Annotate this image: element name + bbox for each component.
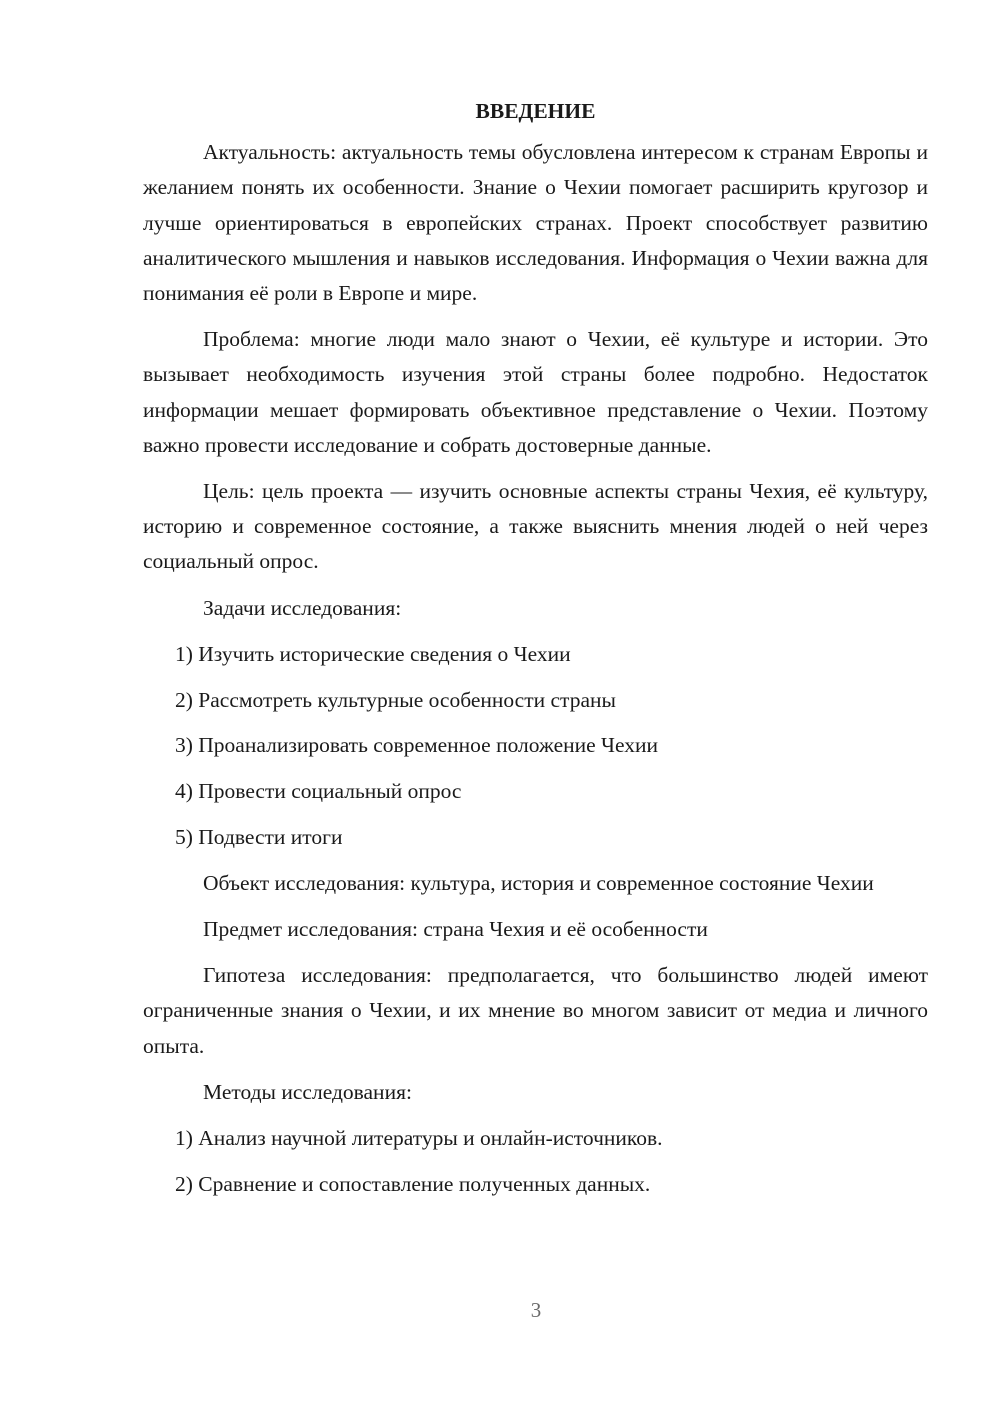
page-content	[143, 94, 928, 1213]
task-item: 3) Проанализировать современное положение Чехии	[175, 733, 659, 758]
task-item: 4) Провести социальный опрос	[175, 779, 462, 804]
method-item: 2) Сравнение и сопоставление полученных данных.	[175, 1171, 651, 1196]
task-item: 1) Изучить исторические сведения о Чехии	[175, 641, 571, 666]
hypothesis-paragraph: Гипотеза исследования: предполагается, что большинство людей имеют ограниченные знания о Чехии, и их мнение во многом зависит от медиа и личного опыта.	[143, 963, 928, 1058]
tasks-list	[143, 637, 928, 855]
tasks-title: Задачи исследования:	[203, 595, 402, 620]
relevance-paragraph: Актуальность: актуальность темы обусловлена интересом к странам Европы и желанием понять их особенности. Знание о Чехии помогает расширить кругозор и лучше ориентироваться в европейских странах. Проект способствует развитию аналитического мышления и навыков исследования. Информация о Чехии важна для понимания её роли в Европе и мире.	[143, 140, 928, 306]
problem-paragraph: Проблема: многие люди мало знают о Чехии, её культуре и истории. Это вызывает необходимость изучения этой страны более подробно. Недостаток информации мешает формировать объективное представление о Чехии. Поэтому важно провести исследование и собрать достоверные данные.	[143, 327, 928, 457]
object-paragraph: Объект исследования: культура, история и современное состояние Чехии	[203, 870, 874, 895]
task-item: 2) Рассмотреть культурные особенности страны	[175, 687, 616, 712]
methods-title: Методы исследования:	[203, 1079, 412, 1104]
methods-list	[143, 1121, 928, 1202]
method-item: 1) Анализ научной литературы и онлайн-источников.	[175, 1126, 663, 1151]
goal-paragraph: Цель: цель проекта — изучить основные аспекты страны Чехия, её культуру, историю и современное состояние, а также выяснить мнения людей о ней через социальный опрос.	[143, 479, 928, 574]
page-number: 3	[530, 1298, 542, 1322]
task-item: 5) Подвести итоги	[175, 825, 343, 850]
section-heading: ВВЕДЕНИЕ	[475, 99, 596, 123]
subject-paragraph: Предмет исследования: страна Чехия и её особенности	[203, 917, 708, 942]
